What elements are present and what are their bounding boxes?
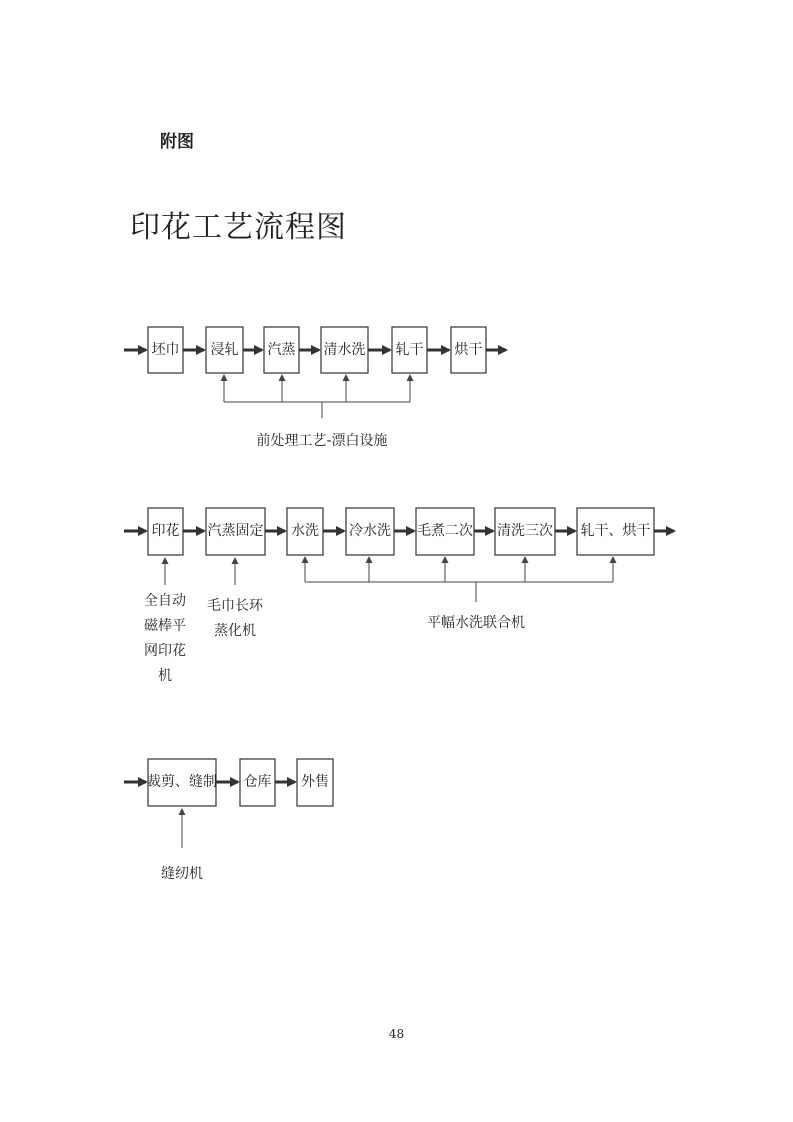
step-label: 裁剪、缝制 bbox=[147, 774, 217, 790]
equipment-label-print-line2: 磁棒平 bbox=[144, 618, 186, 634]
equipment-label-steam-line1: 毛巾长环 bbox=[207, 598, 263, 614]
step-label: 坯巾 bbox=[151, 342, 180, 358]
equipment-label-pretreatment: 前处理工艺-漂白设施 bbox=[256, 433, 388, 449]
step-label: 冷水洗 bbox=[349, 523, 391, 539]
row2-flow bbox=[124, 508, 674, 555]
step-label: 烘干 bbox=[454, 342, 483, 358]
step-label: 外售 bbox=[301, 774, 329, 790]
equipment-label-steam-line2: 蒸化机 bbox=[214, 623, 256, 639]
step-label: 清水洗 bbox=[323, 342, 366, 358]
step-label: 水洗 bbox=[291, 523, 319, 539]
step-label: 浸轧 bbox=[210, 342, 239, 358]
equipment-label-sewing: 缝纫机 bbox=[161, 866, 203, 882]
step-label: 仓库 bbox=[243, 774, 272, 790]
step-label: 汽蒸固定 bbox=[207, 523, 264, 539]
equipment-label-print-line4: 机 bbox=[158, 668, 172, 684]
page-number: 48 bbox=[388, 1027, 405, 1041]
equipment-label-print-line3: 网印花 bbox=[144, 643, 186, 659]
page-title: 印花工艺流程图 bbox=[130, 210, 347, 245]
row1-flow bbox=[124, 327, 506, 373]
step-label: 清洗三次 bbox=[497, 523, 553, 539]
step-label: 轧干、烘干 bbox=[580, 523, 651, 539]
row1-equipment-connector bbox=[224, 375, 410, 418]
appendix-heading: 附图 bbox=[160, 132, 194, 152]
row3-flow bbox=[124, 759, 333, 806]
equipment-label-wash: 平幅水洗联合机 bbox=[427, 615, 525, 631]
equipment-label-print-line1: 全自动 bbox=[144, 593, 186, 609]
row2-equipment-connectors bbox=[165, 557, 613, 602]
step-label: 轧干 bbox=[395, 342, 424, 358]
step-label: 印花 bbox=[151, 523, 180, 539]
step-label: 毛煮二次 bbox=[417, 523, 473, 539]
step-label: 汽蒸 bbox=[267, 342, 296, 358]
